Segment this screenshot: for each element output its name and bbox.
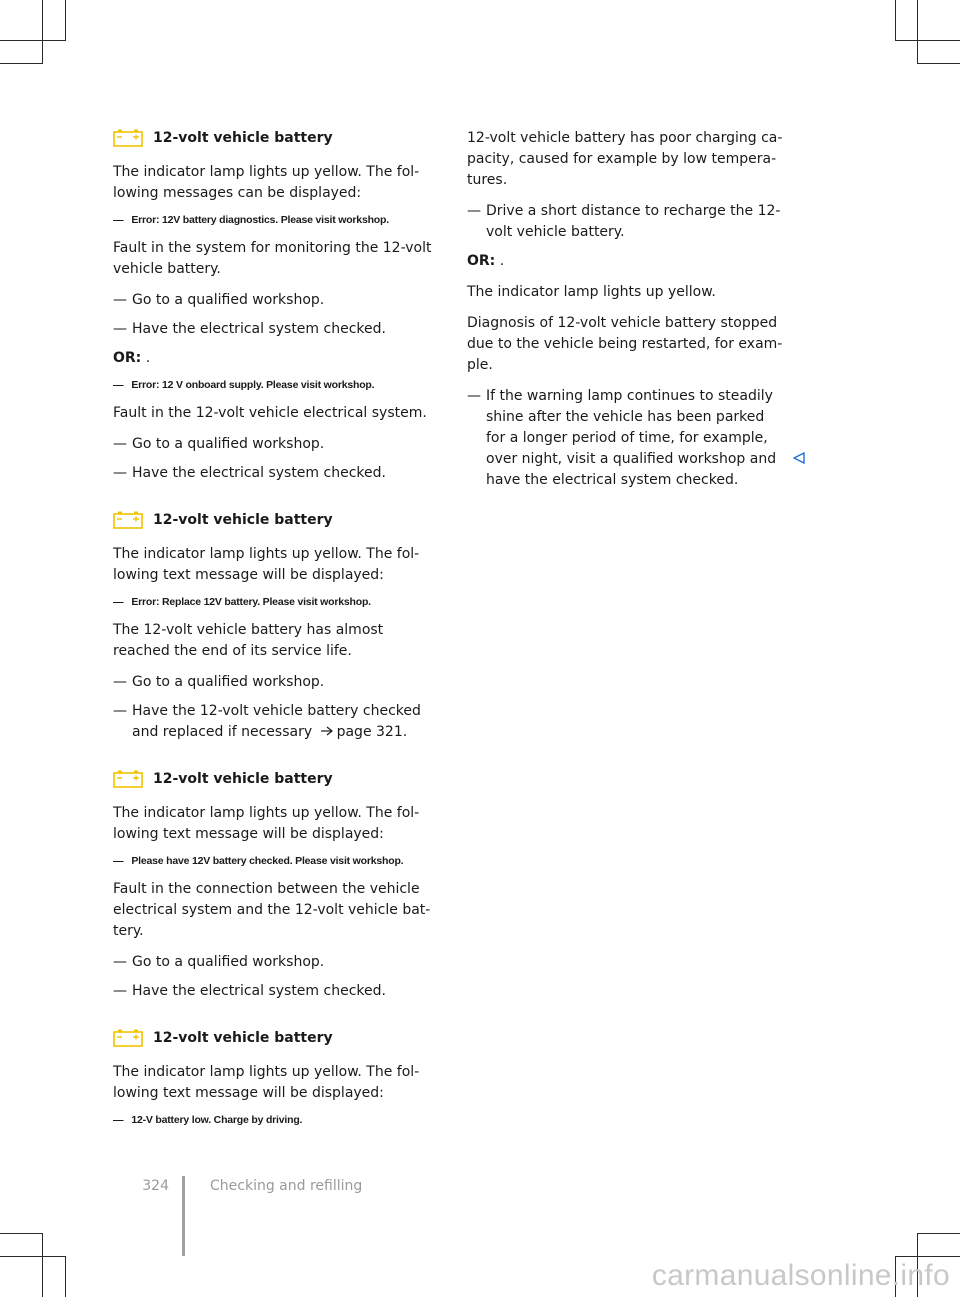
display-message: — Error: 12 V onboard supply. Please visit workshop. (113, 379, 375, 391)
crop-mark (0, 1256, 66, 1257)
crop-mark (42, 0, 43, 63)
crop-mark (65, 0, 66, 40)
paragraph: The indicator lamp lights up yellow. The fol-lowing text message will be displayed: (113, 1064, 420, 1101)
crop-mark (0, 40, 66, 41)
or-label: OR: (113, 350, 142, 366)
watermark: carmanualsonline.info (651, 1259, 950, 1292)
page-reference-link[interactable]: page 321. (336, 724, 408, 740)
right-column (467, 128, 787, 499)
paragraph: Fault in the connection between the vehicle electrical system and the 12-volt vehicle bat-tery. (113, 881, 431, 939)
display-message: — Error: 12V battery diagnostics. Please visit workshop. (113, 214, 389, 226)
paragraph: Diagnosis of 12-volt vehicle battery stopped due to the vehicle being restarted, for exam-ple. (467, 315, 783, 373)
paragraph: The indicator lamp lights up yellow. (467, 284, 716, 300)
action-item: — If the warning lamp continues to steadily shine after the vehicle has been parked for a longer period of time, for example, over night, visit a qualified workshop and have the electrical system checked. (467, 386, 787, 491)
section-title: 12-volt vehicle battery (153, 512, 333, 528)
footer-section-title: Checking and refilling (210, 1178, 363, 1194)
action-item: — Have the electrical system checked. (113, 463, 433, 484)
dash: — (113, 214, 124, 226)
action-item: — Go to a qualified workshop. (113, 672, 433, 693)
dash: — (113, 1114, 124, 1126)
action-item: — Have the 12-volt vehicle battery checked and replaced if necessary page 321. (113, 701, 433, 743)
section-title: 12-volt vehicle battery (153, 130, 333, 146)
section-title: 12-volt vehicle battery (153, 1030, 333, 1046)
paragraph: The indicator lamp lights up yellow. The fol-lowing text message will be displayed: (113, 546, 420, 583)
dash: — (113, 983, 127, 999)
dash: — (467, 388, 481, 404)
display-message: — 12-V battery low. Charge by driving. (113, 1114, 303, 1126)
paragraph: Fault in the 12-volt vehicle electrical system. (113, 405, 427, 421)
dash: — (467, 203, 481, 219)
crop-mark (917, 1233, 960, 1234)
action-item: — Go to a qualified workshop. (113, 434, 433, 455)
crop-mark (895, 1256, 960, 1257)
paragraph: The 12-volt vehicle battery has almost reached the end of its service life. (113, 622, 384, 659)
crop-mark (42, 1233, 43, 1297)
dash: — (113, 379, 124, 391)
paragraph: The indicator lamp lights up yellow. The fol-lowing messages can be displayed: (113, 164, 420, 201)
section-heading (113, 128, 433, 148)
action-item: — Drive a short distance to recharge the 12-volt vehicle battery. (467, 201, 787, 243)
crop-mark (0, 1233, 43, 1234)
battery-warning-icon (113, 770, 143, 788)
battery-warning-icon (113, 511, 143, 529)
footer-divider (182, 1176, 185, 1256)
action-item: — Go to a qualified workshop. (113, 290, 433, 311)
crop-mark (65, 1256, 66, 1297)
dash: — (113, 855, 124, 867)
crop-mark (0, 63, 43, 64)
section-heading (113, 510, 433, 530)
dash: — (113, 465, 127, 481)
or-line: OR: . (467, 253, 505, 269)
crop-mark (895, 0, 896, 40)
paragraph: Fault in the system for monitoring the 12-volt vehicle battery. (113, 240, 432, 277)
section-heading (113, 1028, 433, 1048)
section-title: 12-volt vehicle battery (153, 771, 333, 787)
dash: — (113, 292, 127, 308)
page-number: 324 (142, 1178, 169, 1194)
action-item: — Have the electrical system checked. (113, 319, 433, 340)
battery-warning-icon (113, 129, 143, 147)
battery-warning-icon (113, 1029, 143, 1047)
display-message: — Please have 12V battery checked. Please visit workshop. (113, 855, 404, 867)
action-item: — Have the electrical system checked. (113, 981, 433, 1002)
dash: — (113, 674, 127, 690)
crop-mark (895, 40, 960, 41)
dash: — (113, 954, 127, 970)
crop-mark (917, 0, 918, 63)
paragraph: 12-volt vehicle battery has poor charging ca-pacity, caused for example by low tempera-tures. (467, 130, 783, 188)
dash: — (113, 596, 124, 608)
arrow-right-icon (321, 726, 333, 736)
dash: — (113, 436, 127, 452)
or-line: OR: . (113, 350, 151, 366)
section-heading (113, 769, 433, 789)
dash: — (113, 321, 127, 337)
crop-mark (917, 63, 960, 64)
paragraph: The indicator lamp lights up yellow. The fol-lowing text message will be displayed: (113, 805, 420, 842)
section-end-triangle-icon (793, 452, 805, 464)
left-column (113, 128, 433, 1138)
action-item: — Go to a qualified workshop. (113, 952, 433, 973)
dash: — (113, 703, 127, 719)
or-label: OR: (467, 253, 496, 269)
display-message: — Error: Replace 12V battery. Please visit workshop. (113, 596, 371, 608)
